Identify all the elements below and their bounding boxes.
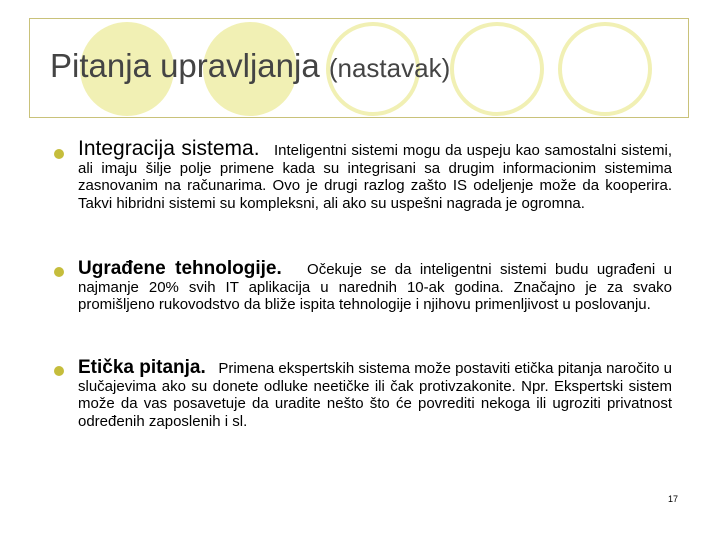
slide-title: [50, 47, 450, 85]
item-text: Primena ekspertskih sistema može postaviti etička pitanja naročito u slučajevima ako su donete odluke neetičke ili čak protivzakonite. Npr. Ekspertski sistem može da vas posavetuje da uradite nešto što će povrediti nekoga ili ugroziti privatnost određenih zaposlenih i sl.: [78, 360, 672, 430]
bullet-icon: [54, 149, 64, 159]
item-text: Inteligentni sistemi mogu da uspeju kao samostalni sistemi, ali imaju šilje polje primene kada su integrisani sa drugim informacionim sistemima zasnovanim na računarima. Ovo je drugi razlog zašto IS odeljenje može da kooperira. Takvi hibridni sistemi su kompleksni, ali ako su uspešni nagrada je ogromna.: [78, 142, 672, 212]
list-item: [78, 260, 672, 314]
item-heading: Ugrađene tehnologije.: [78, 258, 282, 279]
title-frame: [29, 18, 689, 118]
slide-title-suffix: (nastavak): [328, 53, 451, 83]
slide-title-text: Pitanja upravljanja: [50, 47, 320, 84]
list-item: [78, 359, 672, 430]
item-heading: Etička pitanja.: [78, 357, 206, 378]
bullet-icon: [54, 267, 64, 277]
page-number: 17: [667, 494, 678, 504]
item-heading: Integracija sistema.: [78, 137, 260, 160]
decorative-ring: [558, 22, 652, 116]
item-text: Očekuje se da inteligentni sistemi budu ugrađeni u najmanje 20% svih IT aplikacija u narednih 10-ak godina. Značajno je za svako promišljeno rukovodstvo da bliže ispita tehnologije i njihovu primenljivost u poslovanju.: [78, 261, 672, 313]
list-item: [78, 137, 672, 212]
bullet-icon: [54, 366, 64, 376]
decorative-ring: [450, 22, 544, 116]
